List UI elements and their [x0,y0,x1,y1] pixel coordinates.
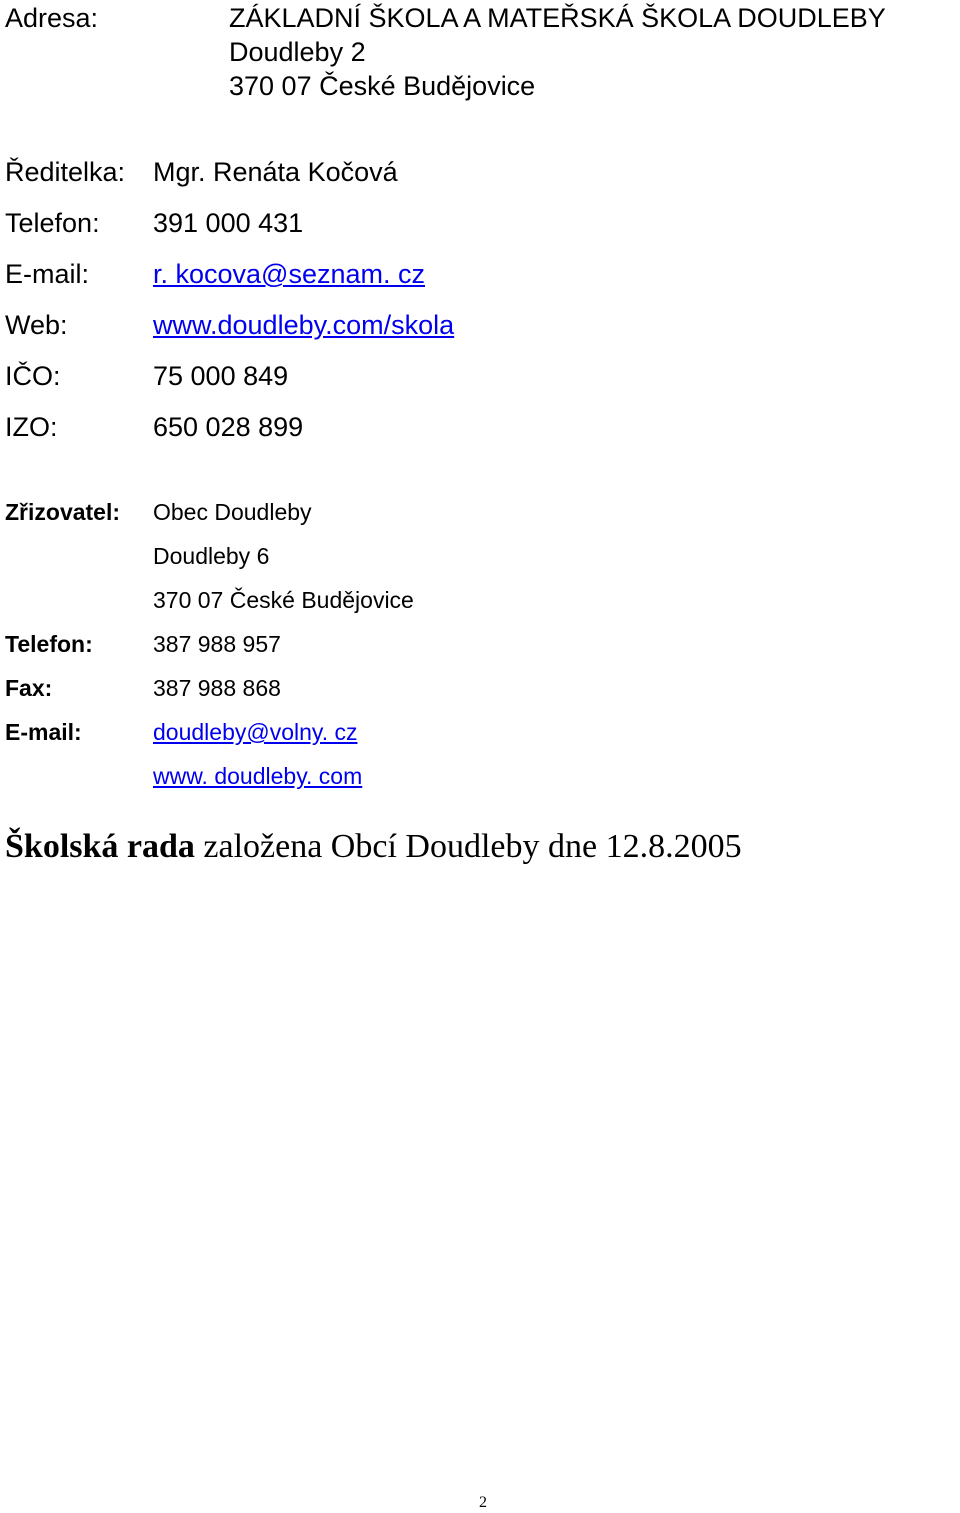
school-phone: 391 000 431 [153,208,304,238]
page-number: 2 [479,1494,487,1511]
founder-email-link[interactable]: doudleby@volny. cz [153,719,358,745]
founder-email-label: E-mail: [5,719,82,745]
founder-label: Zřizovatel: [5,499,121,525]
founder-street: Doudleby 6 [153,543,270,569]
founder-fax: 387 988 868 [153,675,281,701]
school-board-text: založena Obcí Doudleby dne 12.8.2005 [194,828,742,865]
school-web-link[interactable]: www.doudleby.com/skola [153,310,455,340]
school-street: Doudleby 2 [229,37,366,67]
school-email-link[interactable]: r. kocova@seznam. cz [153,259,426,289]
school-web-label: Web: [5,310,68,340]
address-label: Adresa: [5,3,99,33]
founder-name: Obec Doudleby [153,499,312,525]
director-label: Ředitelka: [5,157,126,187]
founder-phone: 387 988 957 [153,631,281,657]
founder-fax-label: Fax: [5,675,53,701]
school-board-statement [5,826,742,868]
founder-city: 370 07 České Budějovice [153,587,414,613]
ico-value: 75 000 849 [153,361,289,391]
ico-label: IČO: [5,361,61,391]
school-email-label: E-mail: [5,259,90,289]
izo-label: IZO: [5,412,58,442]
school-city: 370 07 České Budějovice [229,71,536,101]
school-phone-label: Telefon: [5,208,100,238]
school-board-title: Školská rada [5,828,195,865]
founder-phone-label: Telefon: [5,631,93,657]
school-name: ZÁKLADNÍ ŠKOLA A MATEŘSKÁ ŠKOLA DOUDLEBY [229,3,886,33]
director-name: Mgr. Renáta Kočová [153,157,398,187]
founder-web-link[interactable]: www. doudleby. com [153,763,363,789]
izo-value: 650 028 899 [153,412,304,442]
